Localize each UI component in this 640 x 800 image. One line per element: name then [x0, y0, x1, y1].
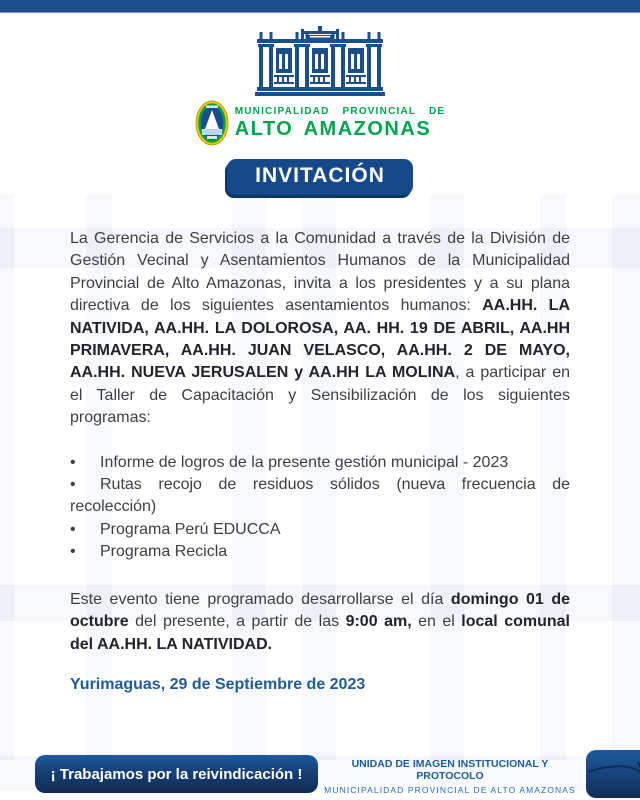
body-text: [70, 228, 570, 696]
org-name-line2: ALTO AMAZONAS: [234, 117, 432, 140]
bullet-text: Rutas recojo de residuos sólidos (nueva frecuencia de recolección): [70, 476, 570, 516]
bullet-item: [70, 519, 570, 541]
brand-row: [195, 100, 446, 146]
bullet-item: [70, 452, 570, 474]
bullet-item: [70, 474, 570, 519]
municipal-palace-icon: [255, 26, 385, 98]
unit-block: [322, 758, 578, 795]
coat-of-arms-icon: [195, 100, 229, 146]
bullet-icon: •: [70, 476, 76, 494]
event-run-bold-time: 9:00 am,: [345, 613, 412, 631]
bullet-item: [70, 541, 570, 563]
intro-run-regular-2: , a participar en el Taller de Capacitación y Sensibilización de los siguientes programas:: [70, 364, 571, 427]
program-bullet-list: [70, 452, 570, 564]
unit-subtitle: MUNICIPALIDAD PROVINCIAL DE ALTO AMAZONAS: [324, 785, 576, 795]
invitation-title-banner: INVITACIÓN: [227, 159, 413, 195]
swoosh-icon: [586, 750, 640, 798]
corner-swoosh-decoration: [586, 750, 640, 798]
org-name-line1: MUNICIPALIDAD PROVINCIAL DE: [234, 105, 446, 117]
event-run-regular-1: Este evento tiene programado desarrollarse el día: [70, 590, 451, 608]
unit-title: UNIDAD DE IMAGEN INSTITUCIONAL Y PROTOCOLO: [351, 758, 549, 782]
intro-run-regular-1: La Gerencia de Servicios a la Comunidad a través de la División de Gestión Vecinal y Asentamientos Humanos de la Municipalidad Provincial de Alto Amazonas, invita a los presidentes y a su plana directiva de los siguientes asentamientos humanos:: [70, 230, 570, 315]
dateline: Yurimaguas, 29 de Septiembre de 2023: [70, 675, 366, 693]
top-blue-strip: [0, 0, 640, 13]
event-paragraph: [70, 589, 570, 656]
slogan-badge: ¡ Trabajamos por la reivindicación !: [35, 755, 318, 793]
brand-text: [235, 106, 446, 141]
bullet-icon: •: [70, 543, 76, 561]
event-run-bold-place: local comunal del AA.HH. LA NATIVIDAD.: [70, 613, 570, 653]
event-run-regular-2: del presente, a partir de las: [128, 613, 346, 631]
header: [0, 26, 640, 146]
bullet-icon: •: [70, 520, 76, 538]
intro-paragraph: [70, 228, 570, 430]
bullet-icon: •: [70, 453, 76, 471]
bullet-text: Programa Perú EDUCCA: [100, 520, 281, 538]
event-run-bold-date: domingo 01 de octubre: [70, 590, 570, 631]
event-run-regular-3: en el: [411, 613, 462, 631]
bullet-text: Programa Recicla: [100, 543, 228, 561]
bullet-text: Informe de logros de la presente gestión municipal - 2023: [100, 453, 509, 471]
footer: [0, 748, 640, 800]
intro-run-bold-settlements: AA.HH. LA NATIVIDA, AA.HH. LA DOLOROSA, AA. HH. 19 DE ABRIL, AA.HH PRIMAVERA, AA.HH. JUAN VELASCO, AA.HH. 2 DE MAYO, AA.HH. NUEVA JERUSALEN y AA.HH LA MOLINA: [70, 297, 570, 382]
